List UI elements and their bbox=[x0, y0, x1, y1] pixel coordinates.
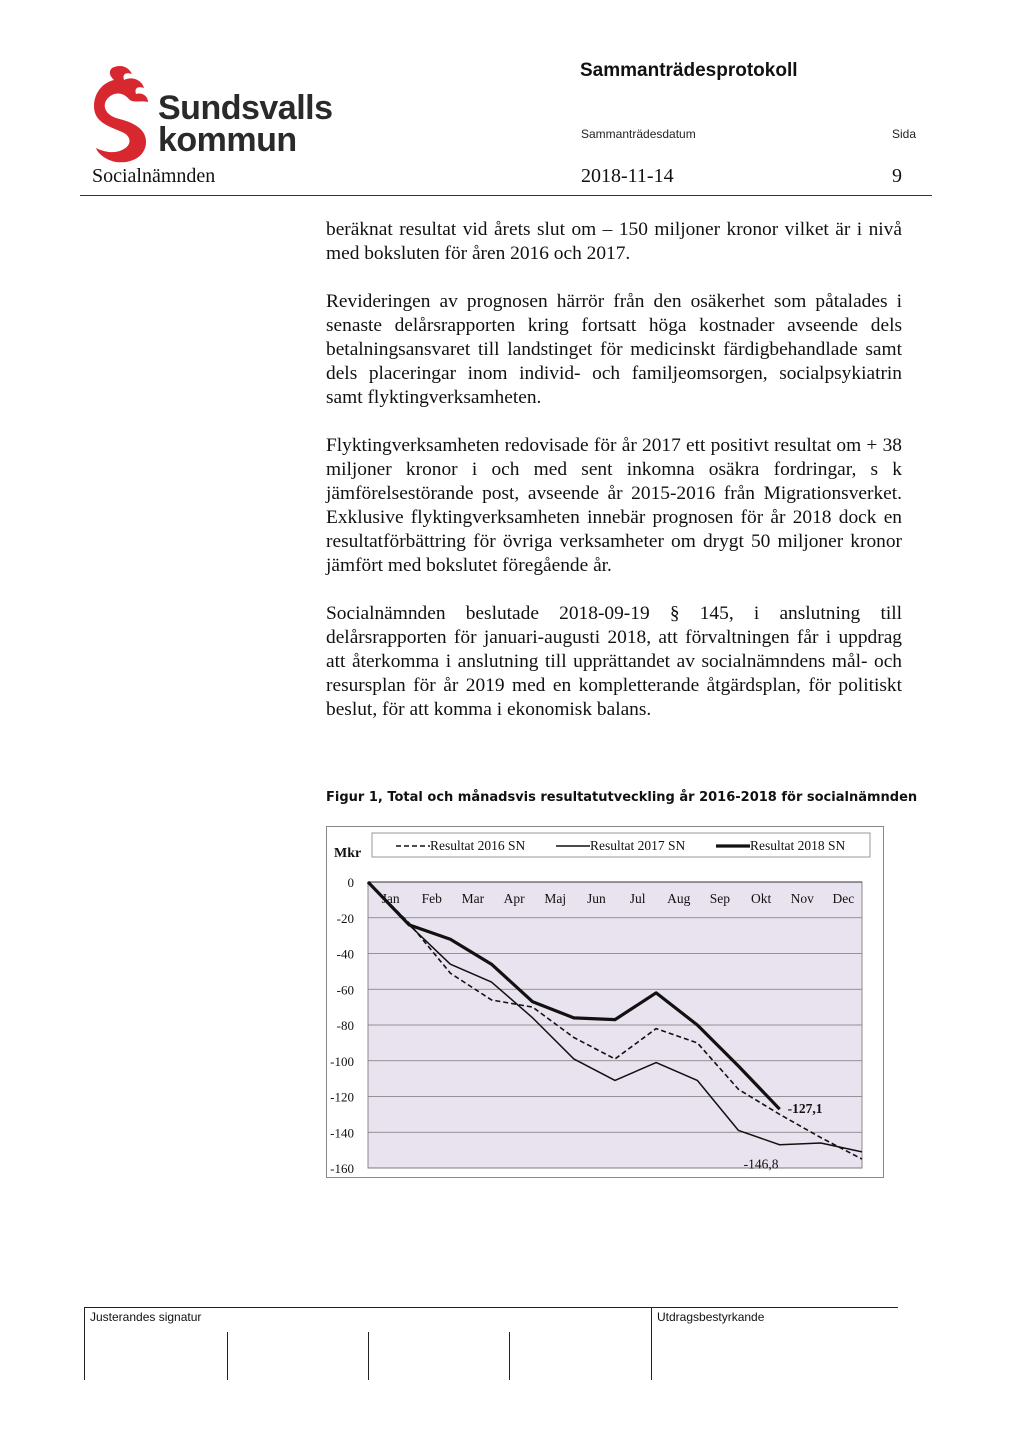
y-tick-label: -40 bbox=[336, 946, 354, 962]
signature-label: Justerandes signatur bbox=[90, 1310, 202, 1324]
y-tick-label: -80 bbox=[336, 1018, 354, 1033]
x-tick-label: Jan bbox=[381, 891, 400, 906]
y-tick-label: -60 bbox=[336, 982, 354, 998]
page-number: 9 bbox=[892, 165, 902, 187]
signature-box-divider-3 bbox=[509, 1332, 510, 1380]
x-tick-label: Feb bbox=[421, 891, 442, 906]
y-tick-label: -120 bbox=[330, 1089, 354, 1105]
x-tick-label: Maj bbox=[544, 891, 567, 906]
organization-name: Socialnämnden bbox=[92, 165, 216, 187]
y-axis-label: Mkr bbox=[334, 846, 362, 861]
legend-label: Resultat 2017 SN bbox=[590, 838, 686, 853]
annotation-2018-end: -127,1 bbox=[787, 1101, 823, 1117]
legend-label: Resultat 2016 SN bbox=[430, 838, 526, 853]
signature-box-divider-1 bbox=[227, 1332, 228, 1380]
x-tick-label: Aug bbox=[667, 891, 691, 906]
x-tick-label: Dec bbox=[832, 891, 855, 906]
sundsvalls-kommun-logo bbox=[92, 62, 352, 164]
x-tick-label: Okt bbox=[750, 891, 772, 906]
x-tick-label: Mar bbox=[461, 891, 485, 906]
y-tick-label: -140 bbox=[330, 1125, 354, 1141]
paragraph-1: beräknat resultat vid årets slut om – 150 miljoner kronor vilket är i nivå med boksluten för åren 2016 och 2017. bbox=[326, 219, 902, 264]
result-line-chart bbox=[326, 826, 884, 1178]
figure-caption: Figur 1, Total och månadsvis resultatutveckling år 2016-2018 för socialnämnden bbox=[326, 790, 918, 805]
document-title: Sammanträdesprotokoll bbox=[580, 60, 798, 81]
legend-label: Resultat 2018 SN bbox=[750, 838, 846, 853]
page-label: Sida bbox=[892, 127, 917, 141]
x-tick-label: Apr bbox=[503, 891, 525, 906]
y-tick-label: -160 bbox=[330, 1161, 354, 1176]
certification-box-left-edge bbox=[651, 1307, 652, 1380]
y-tick-label: -100 bbox=[330, 1053, 354, 1069]
y-tick-label: -20 bbox=[336, 910, 354, 926]
x-tick-label: Sep bbox=[709, 891, 731, 906]
x-tick-label: Jul bbox=[629, 891, 646, 906]
header-divider bbox=[80, 195, 932, 196]
footer-top-rule bbox=[84, 1307, 898, 1308]
paragraph-2: Revideringen av prognosen härrör från den osäkerhet som påtalades i senaste delårsrapporten kring fortsatt höga kostnader avseende dels betalningsansvaret till landstinget för medicinskt färdigbehandlade samt dels placeringar inom individ- och familjeomsorgen, socialpsykiatrin samt flyktingverksamheten. bbox=[326, 291, 902, 408]
signature-box-divider-2 bbox=[368, 1332, 369, 1380]
paragraph-3: Flyktingverksamheten redovisade för år 2017 ett positivt resultat om + 38 miljoner kronor i och med sent inkomna osäkra fordringar, s k jämförelsestörande post, avseende år 2015-2016 från Migrationsverket. Exklusive flyktingverksamheten innebär prognosen för år 2018 dock en resultatförbättring för övriga verksamheter om drygt 50 miljoner kronor jämfört med bokslutet föregående år. bbox=[326, 435, 902, 576]
x-tick-label: Nov bbox=[790, 891, 814, 906]
logo-line-kommun: kommun bbox=[158, 121, 297, 159]
date-label: Sammanträdesdatum bbox=[581, 127, 696, 141]
body-text bbox=[326, 218, 902, 746]
paragraph-4: Socialnämnden beslutade 2018-09-19 § 145, i anslutning till delårsrapporten för januari-augusti 2018, att förvaltningen får i uppdrag att återkomma i anslutning till upprättandet av socialnämndens mål- och resursplan för år 2019 med en kompletterande åtgärdsplan, för politiskt beslut, för att komma i ekonomisk balans. bbox=[326, 603, 902, 720]
annotation-2017-end: -146,8 bbox=[743, 1156, 779, 1172]
y-tick-label: 0 bbox=[347, 875, 354, 890]
logo-line-sundsvalls: Sundsvalls bbox=[158, 89, 333, 127]
signature-box-left-edge bbox=[84, 1307, 85, 1380]
meeting-date: 2018-11-14 bbox=[581, 165, 674, 187]
dragon-s-emblem-icon bbox=[92, 62, 154, 164]
certification-label: Utdragsbestyrkande bbox=[657, 1310, 765, 1324]
x-tick-label: Jun bbox=[587, 891, 606, 906]
